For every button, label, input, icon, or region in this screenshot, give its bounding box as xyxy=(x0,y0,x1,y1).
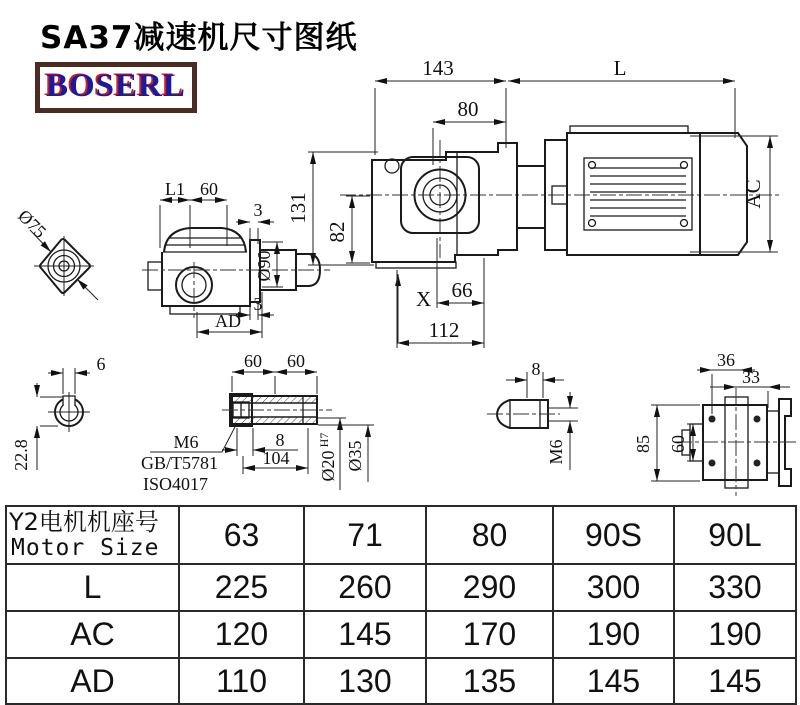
cell-AC-90S: 190 xyxy=(553,611,674,658)
dim-60b: 60 xyxy=(287,351,305,371)
note-m6: M6 xyxy=(173,432,199,452)
dim-66: 66 xyxy=(451,278,473,302)
cell-AC-90L: 190 xyxy=(674,611,796,658)
dim-m6-screw: M6 xyxy=(546,439,566,465)
dim-22-8: 22.8 xyxy=(11,439,31,471)
dim-75: Ø75 xyxy=(14,205,51,242)
dimension-table xyxy=(5,505,797,705)
cell-AD-71: 130 xyxy=(304,658,426,704)
dim-35: Ø35 xyxy=(345,440,365,472)
motor-size-label-cn: Y2电机机座号 xyxy=(9,508,159,536)
cell-AD-90S: 145 xyxy=(553,658,674,704)
rear-view xyxy=(633,350,798,496)
dim-L1: L1 xyxy=(165,179,185,199)
cell-L-90S: 300 xyxy=(553,564,674,611)
row-label-AC: AC xyxy=(6,611,179,658)
cell-AD-90L: 145 xyxy=(674,658,796,704)
cell-L-63: 225 xyxy=(179,564,304,611)
note-iso4017: ISO4017 xyxy=(143,474,209,494)
dim-112: 112 xyxy=(428,318,460,342)
motor-size-label-en: Motor Size xyxy=(11,535,160,561)
page-title: SA37减速机尺寸图纸 xyxy=(40,20,358,56)
dim-104: 104 xyxy=(262,448,290,468)
col-header-90L: 90L xyxy=(674,506,796,564)
dim-8-shaft: 8 xyxy=(275,430,285,450)
front-view xyxy=(286,56,782,348)
dim-131: 131 xyxy=(286,192,310,224)
cell-L-90L: 330 xyxy=(674,564,796,611)
dim-6: 6 xyxy=(96,354,106,374)
cell-L-80: 290 xyxy=(426,564,553,611)
dim-60a: 60 xyxy=(244,351,262,371)
col-header-71: 71 xyxy=(304,506,426,564)
cell-L-71: 260 xyxy=(304,564,426,611)
col-header-90S: 90S xyxy=(553,506,674,564)
dim-X: X xyxy=(416,287,432,311)
cell-AD-80: 135 xyxy=(426,658,553,704)
note-gb-t5781: GB/T5781 xyxy=(141,453,219,473)
table-row xyxy=(6,611,796,658)
cell-AC-71: 145 xyxy=(304,611,426,658)
dim-8-screw: 8 xyxy=(531,359,541,379)
dim-60-rear: 60 xyxy=(668,435,688,453)
dim-85: 85 xyxy=(633,435,653,453)
dim-3-bottom: 3 xyxy=(253,294,263,314)
cell-AC-80: 170 xyxy=(426,611,553,658)
key-section-view xyxy=(11,354,106,471)
boserl-logo-text: BOSERL xyxy=(46,68,186,104)
dim-80: 80 xyxy=(457,97,479,121)
dim-20-tol: H7 xyxy=(317,432,331,448)
boserl-logo xyxy=(35,62,197,113)
flange-view xyxy=(14,206,98,300)
dim-33: 33 xyxy=(742,367,760,387)
dim-36: 36 xyxy=(717,350,735,370)
dim-82: 82 xyxy=(325,221,349,243)
dim-60-side: 60 xyxy=(200,179,218,199)
table-row xyxy=(6,658,796,704)
row-label-AD: AD xyxy=(6,658,179,704)
col-header-80: 80 xyxy=(426,506,553,564)
hollow-shaft-view xyxy=(141,351,374,494)
dim-90: Ø90 xyxy=(254,250,274,282)
dim-L: L xyxy=(613,56,627,80)
dim-AD: AD xyxy=(215,311,241,331)
dim-143: 143 xyxy=(422,56,454,80)
dim-3-top: 3 xyxy=(253,200,263,220)
dim-AC: AC xyxy=(741,179,765,209)
col-header-63: 63 xyxy=(179,506,304,564)
cell-AC-63: 120 xyxy=(179,611,304,658)
dim-20: Ø20 xyxy=(318,450,338,482)
table-row xyxy=(6,564,796,611)
table-header-row xyxy=(6,506,796,564)
screw-view xyxy=(487,359,578,470)
motor-size-header-cell xyxy=(6,506,179,564)
cell-AD-63: 110 xyxy=(179,658,304,704)
row-label-L: L xyxy=(6,564,179,611)
